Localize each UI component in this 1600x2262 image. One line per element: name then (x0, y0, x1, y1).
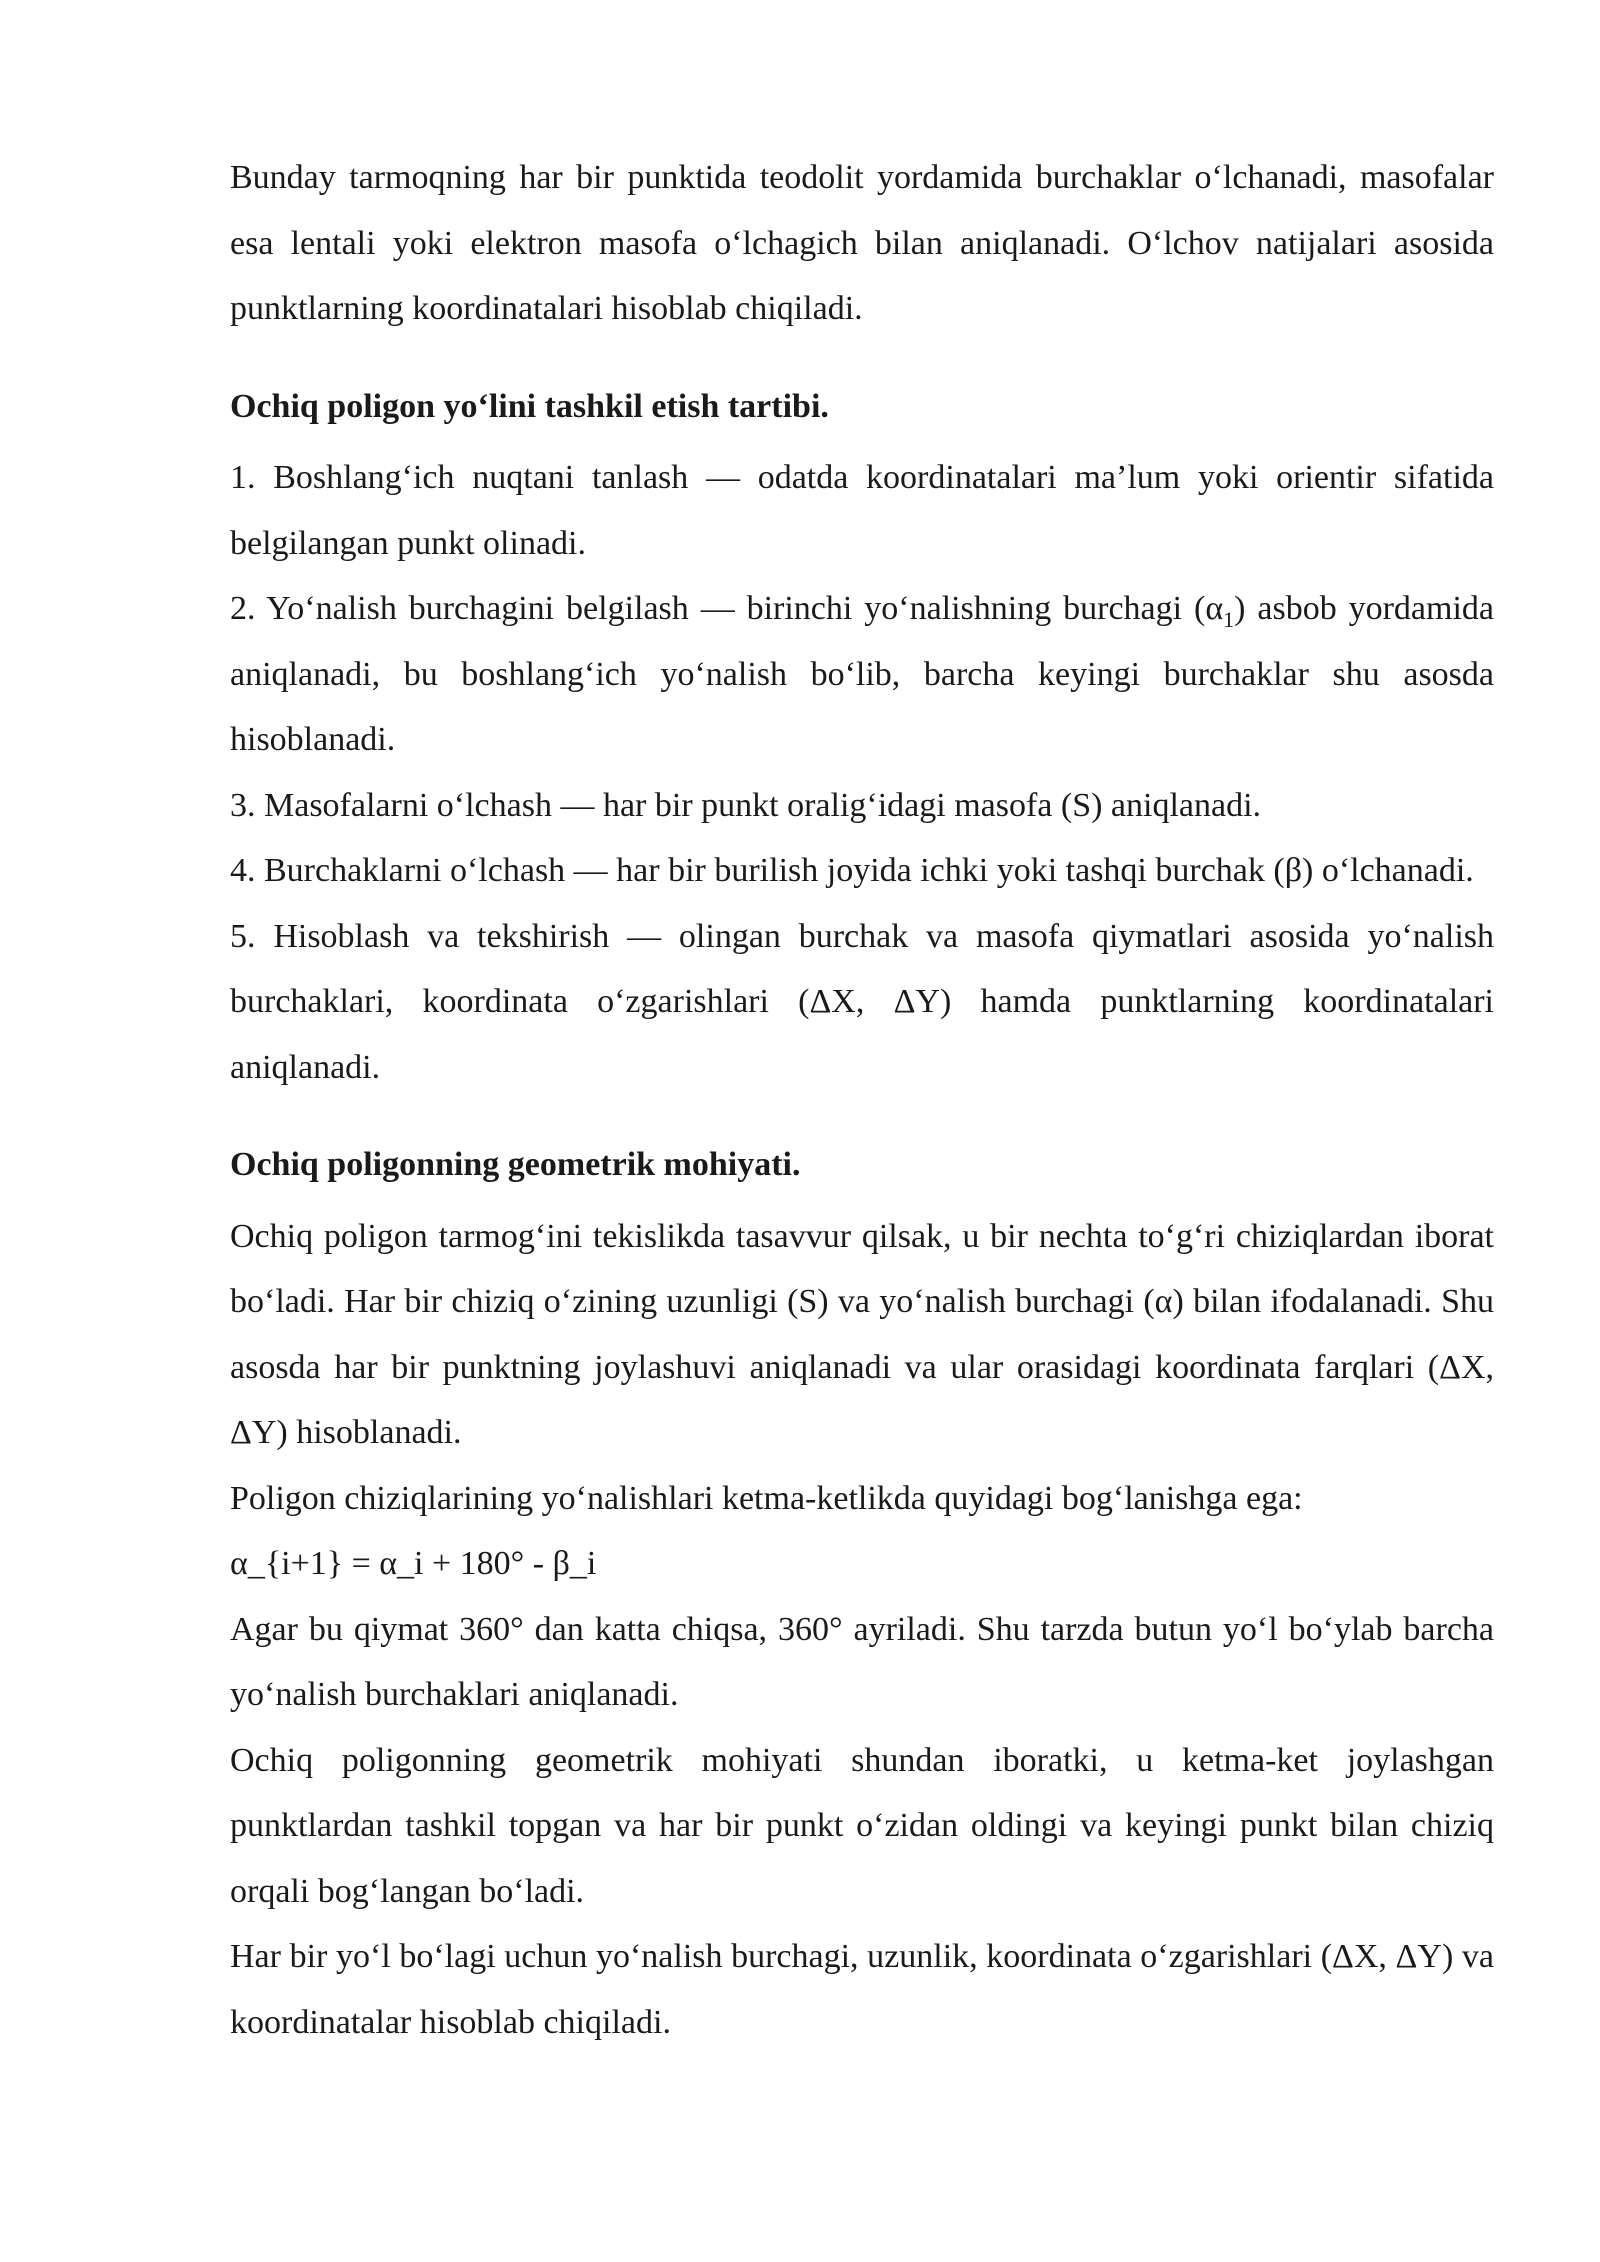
list-item-4: 4. Burchaklarni o‘lchash — har bir burilish joyida ichki yoki tashqi burchak (β) o‘lchanadi. (230, 852, 1474, 889)
list-item-2-text-b: ) asbob yordamida aniqlanadi, bu boshlang‘ich yo‘nalish bo‘lib, barcha keyingi burchaklar shu asosda hisoblanadi. (230, 590, 1494, 758)
list-item-1: 1. Boshlang‘ich nuqtani tanlash — odatda koordinatalari ma’lum yoki orientir sifatida belgilangan punkt olinadi. (230, 459, 1494, 562)
list-item-2 (230, 576, 1494, 773)
formula-line: α_{i+1} = α_i + 180° - β_i (230, 1545, 597, 1582)
list-item-2-text-a: 2. Yo‘nalish burchagini belgilash — birinchi yo‘nalishning burchagi (α (230, 590, 1224, 627)
list-item-3: 3. Masofalarni o‘lchash — har bir punkt oralig‘idagi masofa (S) aniqlanadi. (230, 786, 1262, 824)
list-item-5: 5. Hisoblash va tekshirish — olingan burchak va masofa qiymatlari asosida yo‘nalish burchaklari, koordinata o‘zgarishlari (ΔX, ΔY) hamda punktlarning koordinatalari aniqlanadi. (230, 917, 1494, 1086)
section-heading-geometry: Ochiq poligonning geometrik mohiyati. (230, 1146, 801, 1183)
section-heading-procedure: Ochiq poligon yo‘lini tashkil etish tartibi. (230, 387, 829, 425)
alpha-subscript: 1 (1223, 607, 1235, 632)
geometry-paragraph-3: Agar bu qiymat 360° dan katta chiqsa, 360° ayriladi. Shu tarzda butun yo‘l bo‘ylab barcha yo‘nalish burchaklari aniqlanadi. (230, 1610, 1494, 1713)
document-page (230, 145, 1494, 2055)
geometry-paragraph-1: Ochiq poligon tarmog‘ini tekislikda tasavvur qilsak, u bir nechta to‘g‘ri chiziqlardan iborat bo‘ladi. Har bir chiziq o‘zining uzunligi (S) va yo‘nalish burchagi (α) bilan ifodalanadi. Shu asosda har bir punktning joylashuvi aniqlanadi va ular orasidagi koordinata farqlari (ΔX, ΔY) hisoblanadi. (230, 1217, 1494, 1451)
geometry-paragraph-2: Poligon chiziqlarining yo‘nalishlari ketma-ketlikda quyidagi bog‘lanishga ega: (230, 1479, 1303, 1517)
intro-paragraph: Bunday tarmoqning har bir punktida teodolit yordamida burchaklar o‘lchanadi, masofalar esa lentali yoki elektron masofa o‘lchagich bilan aniqlanadi. O‘lchov natijalari asosida punktlarning koordinatalari hisoblab chiqiladi. (230, 159, 1494, 327)
geometry-paragraph-4: Ochiq poligonning geometrik mohiyati shundan iboratki, u ketma-ket joylashgan punktlardan tashkil topgan va har bir punkt o‘zidan oldingi va keyingi punkt bilan chiziq orqali bog‘langan bo‘ladi. (230, 1741, 1494, 1910)
geometry-paragraph-5: Har bir yo‘l bo‘lagi uchun yo‘nalish burchagi, uzunlik, koordinata o‘zgarishlari (ΔX, ΔY) va koordinatalar hisoblab chiqiladi. (230, 1938, 1494, 2041)
